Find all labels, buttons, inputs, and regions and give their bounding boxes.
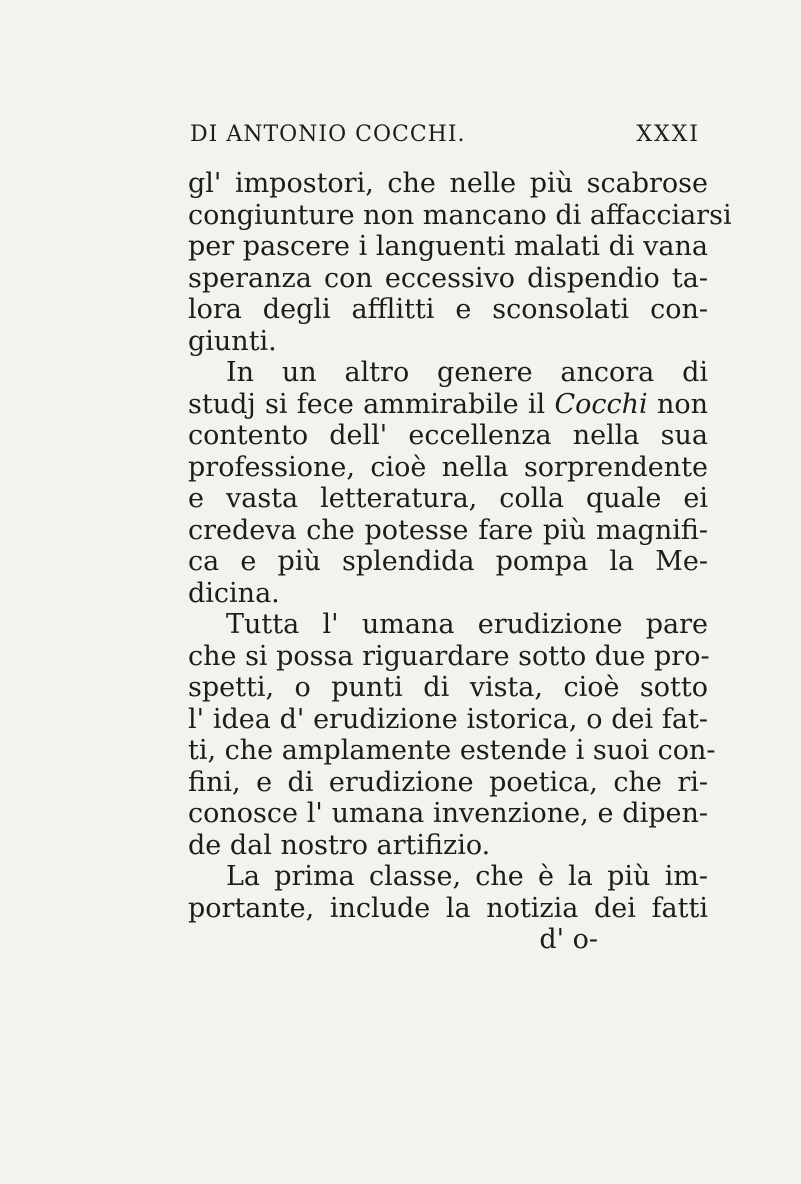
text-line: de dal nostro artifizio. — [188, 829, 491, 861]
text-line: Tutta l' umana erudizione pare — [226, 609, 708, 640]
running-title: DI ANTONIO COCCHI. — [190, 122, 466, 147]
text-line: In un altro genere ancora di — [226, 357, 708, 388]
text-line: fini, e di erudizione poetica, che ri- — [188, 766, 708, 798]
running-header — [190, 122, 710, 162]
text-line: lora degli afflitti e sconsolati con- — [188, 294, 708, 325]
text-line: speranza con eccessivo dispendio ta- — [188, 262, 708, 294]
text-line: che si possa riguardare sotto due pro- — [188, 640, 710, 672]
text-line: l' idea d' erudizione istorica, o dei fat- — [188, 703, 708, 735]
page-number: XXXI — [636, 122, 700, 147]
text-line: La prima classe, che è la più im- — [226, 861, 708, 892]
text-line: giunti. — [188, 325, 277, 357]
text-segment: non — [656, 388, 708, 420]
text-line: ca e più splendida pompa la Me- — [188, 546, 708, 577]
text-line: conosce l' umana invenzione, e dipen- — [188, 798, 708, 829]
text-line: congiunture non mancano di affacciarsi — [188, 199, 732, 231]
text-line: e vasta letteratura, colla quale ei — [188, 483, 708, 514]
text-line: per pascere i languenti malati di vana — [188, 231, 708, 262]
text-line: dicina. — [188, 577, 280, 609]
text-line-with-name — [188, 389, 708, 421]
body-text — [188, 168, 732, 956]
author-name: Cocchi — [554, 388, 648, 420]
catchword: d' o- — [539, 924, 598, 955]
text-line: contento dell' eccellenza nella sua — [188, 420, 708, 451]
text-line: gl' impostori, che nelle più scabrose — [188, 168, 708, 199]
text-line: ti, che amplamente estende i suoi con- — [188, 735, 716, 766]
text-line: professione, cioè nella sorprendente — [188, 451, 708, 483]
text-line: credeva che potesse fare più magnifi- — [188, 514, 708, 546]
text-line: portante, include la notizia dei fatti — [188, 892, 708, 924]
text-line: spetti, o punti di vista, cioè sotto — [188, 672, 708, 703]
text-segment: studj si fece ammirabile il — [188, 388, 546, 420]
